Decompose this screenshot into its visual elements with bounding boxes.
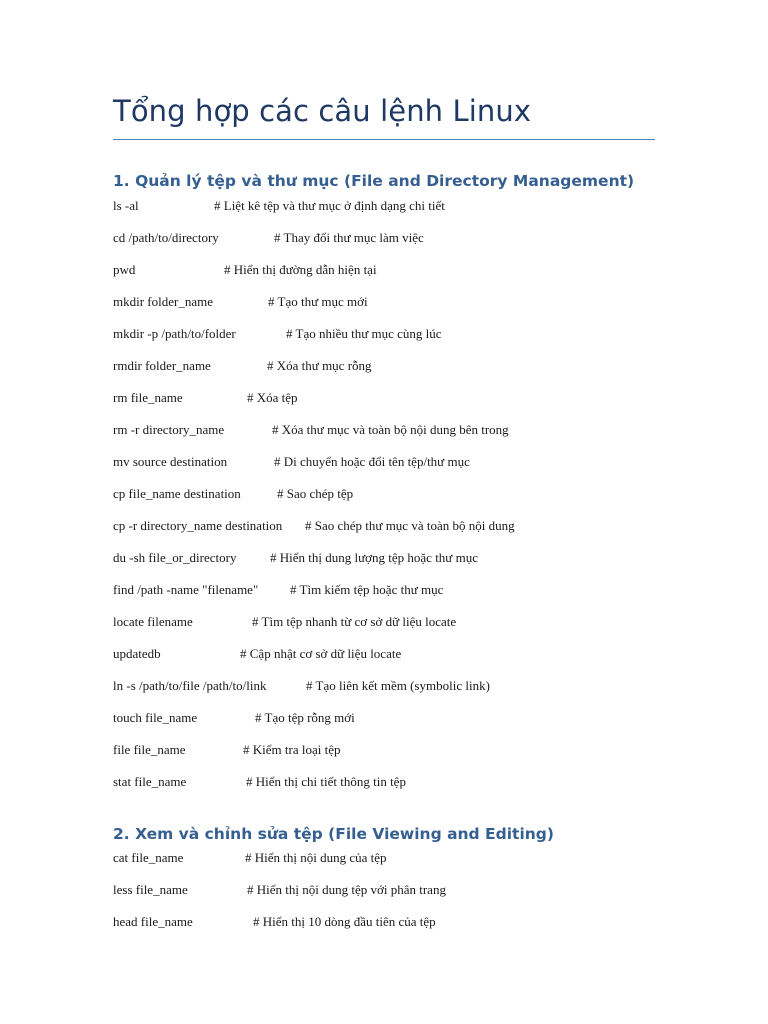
command-text: locate filename (113, 614, 193, 629)
command-text: mkdir -p /path/to/folder (113, 326, 236, 341)
title-underline (113, 139, 655, 140)
command-comment: # Hiển thị 10 dòng đầu tiên của tệp (253, 914, 436, 929)
command-comment: # Kiểm tra loại tệp (243, 742, 341, 757)
command-comment: # Hiển thị đường dẫn hiện tại (224, 262, 377, 277)
command-comment: # Di chuyển hoặc đổi tên tệp/thư mục (274, 454, 470, 469)
command-text: rm file_name (113, 390, 183, 405)
command-text: cat file_name (113, 850, 184, 865)
command-comment: # Hiển thị nội dung của tệp (245, 850, 387, 865)
command-comment: # Hiển thị nội dung tệp với phân trang (247, 882, 446, 897)
command-text: pwd (113, 262, 136, 277)
command-comment: # Cập nhật cơ sở dữ liệu locate (240, 646, 402, 661)
command-comment: # Tạo nhiều thư mục cùng lúc (286, 326, 442, 341)
command-text: cd /path/to/directory (113, 230, 219, 245)
command-text: mv source destination (113, 454, 228, 469)
command-comment: # Tạo thư mục mới (268, 294, 368, 309)
command-text: rmdir folder_name (113, 358, 211, 373)
document-title: Tổng hợp các câu lệnh Linux (113, 94, 532, 128)
command-text: cp -r directory_name destination (113, 518, 283, 533)
command-text: file file_name (113, 742, 186, 757)
command-comment: # Tìm tệp nhanh từ cơ sở dữ liệu locate (252, 614, 457, 629)
command-comment: # Hiển thị chi tiết thông tin tệp (246, 774, 406, 789)
command-text: du -sh file_or_directory (113, 550, 237, 565)
command-comment: # Xóa tệp (247, 390, 298, 405)
command-text: stat file_name (113, 774, 187, 789)
command-comment: # Sao chép tệp (277, 486, 354, 501)
command-comment: # Xóa thư mục rỗng (267, 358, 372, 373)
command-text: less file_name (113, 882, 188, 897)
command-comment: # Tạo liên kết mềm (symbolic link) (306, 678, 490, 693)
command-comment: # Sao chép thư mục và toàn bộ nội dung (305, 518, 515, 533)
command-text: cp file_name destination (113, 486, 241, 501)
command-text: find /path -name "filename" (113, 582, 259, 597)
command-text: ls -al (113, 198, 139, 213)
command-comment: # Tìm kiếm tệp hoặc thư mục (290, 582, 444, 597)
command-comment: # Hiển thị dung lượng tệp hoặc thư mục (270, 550, 478, 565)
command-comment: # Liệt kê tệp và thư mục ở định dạng chi tiết (214, 198, 445, 213)
command-text: head file_name (113, 914, 193, 929)
command-text: mkdir folder_name (113, 294, 213, 309)
command-text: rm -r directory_name (113, 422, 225, 437)
command-text: ln -s /path/to/file /path/to/link (113, 678, 267, 693)
command-comment: # Tạo tệp rỗng mới (255, 710, 355, 725)
section-heading: 2. Xem và chỉnh sửa tệp (File Viewing and Editing) (113, 825, 554, 843)
command-comment: # Thay đổi thư mục làm việc (274, 230, 424, 245)
command-comment: # Xóa thư mục và toàn bộ nội dung bên trong (272, 422, 509, 437)
section-heading: 1. Quản lý tệp và thư mục (File and Directory Management) (113, 172, 635, 190)
command-text: updatedb (113, 646, 161, 661)
command-text: touch file_name (113, 710, 198, 725)
